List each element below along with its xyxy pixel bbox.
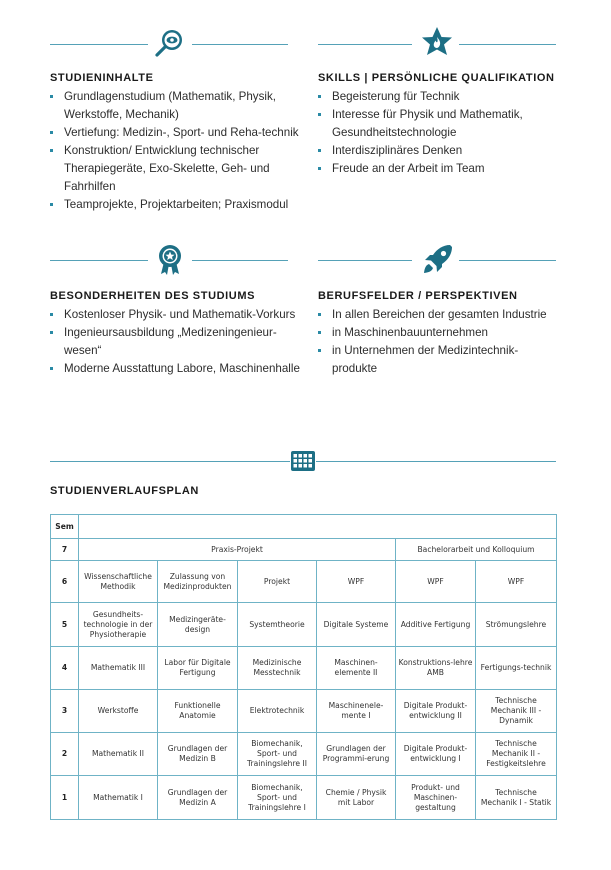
table-row <box>51 690 557 733</box>
divider-line <box>192 260 288 261</box>
list-item: Begeisterung für Technik <box>318 88 558 106</box>
table-cell: Gesundheits-technologie in der Physiotherapie <box>79 603 158 647</box>
list-item: Grundlagenstudium (Mathematik, Physik, Werkstoffe, Mechanik) <box>50 88 302 124</box>
table-row <box>51 539 557 561</box>
calendar-grid-icon <box>290 450 316 472</box>
sem-number: 5 <box>51 603 79 647</box>
table-header-row <box>51 515 557 539</box>
table-cell: Fertigungs-technik <box>476 647 557 690</box>
list-item: Konstruktion/ Entwicklung technischer Therapiegeräte, Exo-Skelette, Geh- und Fahrhilfen <box>50 142 302 196</box>
table-cell: Bachelorarbeit und Kolloquium <box>396 539 557 561</box>
table-cell: Zulassung von Medizinprodukten <box>158 561 238 603</box>
list-item: Interdisziplinäres Denken <box>318 142 558 160</box>
list-item: Ingenieursausbildung „Medizeningenieur-wesen“ <box>50 324 302 360</box>
list-item: Interesse für Physik und Mathematik, Gesundheitstechnologie <box>318 106 558 142</box>
divider-line <box>459 260 556 261</box>
table-cell: Digitale Produkt-entwicklung I <box>396 733 476 776</box>
table-cell: Projekt <box>238 561 317 603</box>
table-cell: Medizinische Messtechnik <box>238 647 317 690</box>
divider-line <box>50 44 148 45</box>
table-cell: Maschinen-elemente II <box>317 647 396 690</box>
berufsfelder-list <box>318 306 558 378</box>
list-item: Kostenloser Physik- und Mathematik-Vorkurs <box>50 306 302 324</box>
sem-number: 6 <box>51 561 79 603</box>
table-cell: Mathematik III <box>79 647 158 690</box>
divider-line <box>318 260 412 261</box>
table-cell: WPF <box>476 561 557 603</box>
sem-header: Sem <box>51 515 79 539</box>
sem-number: 2 <box>51 733 79 776</box>
list-item: Teamprojekte, Projektarbeiten; Praxismodul <box>50 196 302 214</box>
studieninhalte-list <box>50 88 302 214</box>
table-cell: Systemtheorie <box>238 603 317 647</box>
table-cell: Elektrotechnik <box>238 690 317 733</box>
study-plan-table <box>50 514 557 820</box>
table-cell: Grundlagen der Medizin B <box>158 733 238 776</box>
table-cell: Konstruktions-lehre AMB <box>396 647 476 690</box>
table-row <box>51 603 557 647</box>
table-cell: Technische Mechanik I - Statik <box>476 776 557 820</box>
studieninhalte-title: STUDIENINHALTE <box>50 72 154 84</box>
table-cell: Grundlagen der Medizin A <box>158 776 238 820</box>
besonderheiten-list <box>50 306 302 378</box>
studieninhalte-header <box>50 26 300 62</box>
table-cell: Strömungslehre <box>476 603 557 647</box>
star-flame-icon <box>419 26 455 62</box>
besonderheiten-title: BESONDERHEITEN DES STUDIUMS <box>50 290 256 302</box>
table-row <box>51 776 557 820</box>
table-row <box>51 733 557 776</box>
divider-line <box>192 44 288 45</box>
table-row <box>51 647 557 690</box>
rocket-icon <box>419 242 455 278</box>
table-row <box>51 561 557 603</box>
list-item: Moderne Ausstattung Labore, Maschinenhalle <box>50 360 302 378</box>
sem-number: 4 <box>51 647 79 690</box>
table-cell: Maschinenele-mente I <box>317 690 396 733</box>
table-cell: Wissenschaftliche Methodik <box>79 561 158 603</box>
sem-number: 7 <box>51 539 79 561</box>
table-cell: Grundlagen der Programmi-erung <box>317 733 396 776</box>
table-cell: Labor für Digitale Fertigung <box>158 647 238 690</box>
divider-line <box>50 260 148 261</box>
table-cell: Mathematik II <box>79 733 158 776</box>
sem-number: 3 <box>51 690 79 733</box>
divider-line <box>318 44 412 45</box>
divider-line <box>459 44 556 45</box>
table-cell: Chemie / Physik mit Labor <box>317 776 396 820</box>
plan-title: STUDIENVERLAUFSPLAN <box>50 485 199 497</box>
table-cell: Digitale Systeme <box>317 603 396 647</box>
table-cell: Produkt- und Maschinen-gestaltung <box>396 776 476 820</box>
list-item: In allen Bereichen der gesamten Industrie <box>318 306 558 324</box>
table-cell: Werkstoffe <box>79 690 158 733</box>
list-item: Vertiefung: Medizin-, Sport- und Reha-technik <box>50 124 302 142</box>
berufsfelder-title: BERUFSFELDER / PERSPEKTIVEN <box>318 290 518 302</box>
table-cell: Biomechanik, Sport- und Trainingslehre I <box>238 776 317 820</box>
table-cell: Praxis-Projekt <box>79 539 396 561</box>
award-badge-icon <box>152 242 188 278</box>
berufsfelder-header <box>318 242 568 278</box>
table-header-empty <box>79 515 557 539</box>
table-cell: Technische Mechanik III - Dynamik <box>476 690 557 733</box>
table-cell: Additive Fertigung <box>396 603 476 647</box>
table-cell: Mathematik I <box>79 776 158 820</box>
table-cell: Medizingeräte-design <box>158 603 238 647</box>
skills-list <box>318 88 558 178</box>
skills-title: SKILLS | PERSÖNLICHE QUALIFIKATION <box>318 72 555 84</box>
table-cell: Digitale Produkt-entwicklung II <box>396 690 476 733</box>
table-cell: Technische Mechanik II - Festigkeitslehre <box>476 733 557 776</box>
magnifier-eye-icon <box>152 26 188 62</box>
list-item: Freude an der Arbeit im Team <box>318 160 558 178</box>
list-item: in Unternehmen der Medizintechnik-produkte <box>318 342 558 378</box>
list-item: in Maschinenbauunternehmen <box>318 324 558 342</box>
table-cell: WPF <box>317 561 396 603</box>
skills-header <box>318 26 568 62</box>
sem-number: 1 <box>51 776 79 820</box>
table-cell: Biomechanik, Sport- und Trainingslehre II <box>238 733 317 776</box>
table-cell: Funktionelle Anatomie <box>158 690 238 733</box>
table-cell: WPF <box>396 561 476 603</box>
besonderheiten-header <box>50 242 300 278</box>
